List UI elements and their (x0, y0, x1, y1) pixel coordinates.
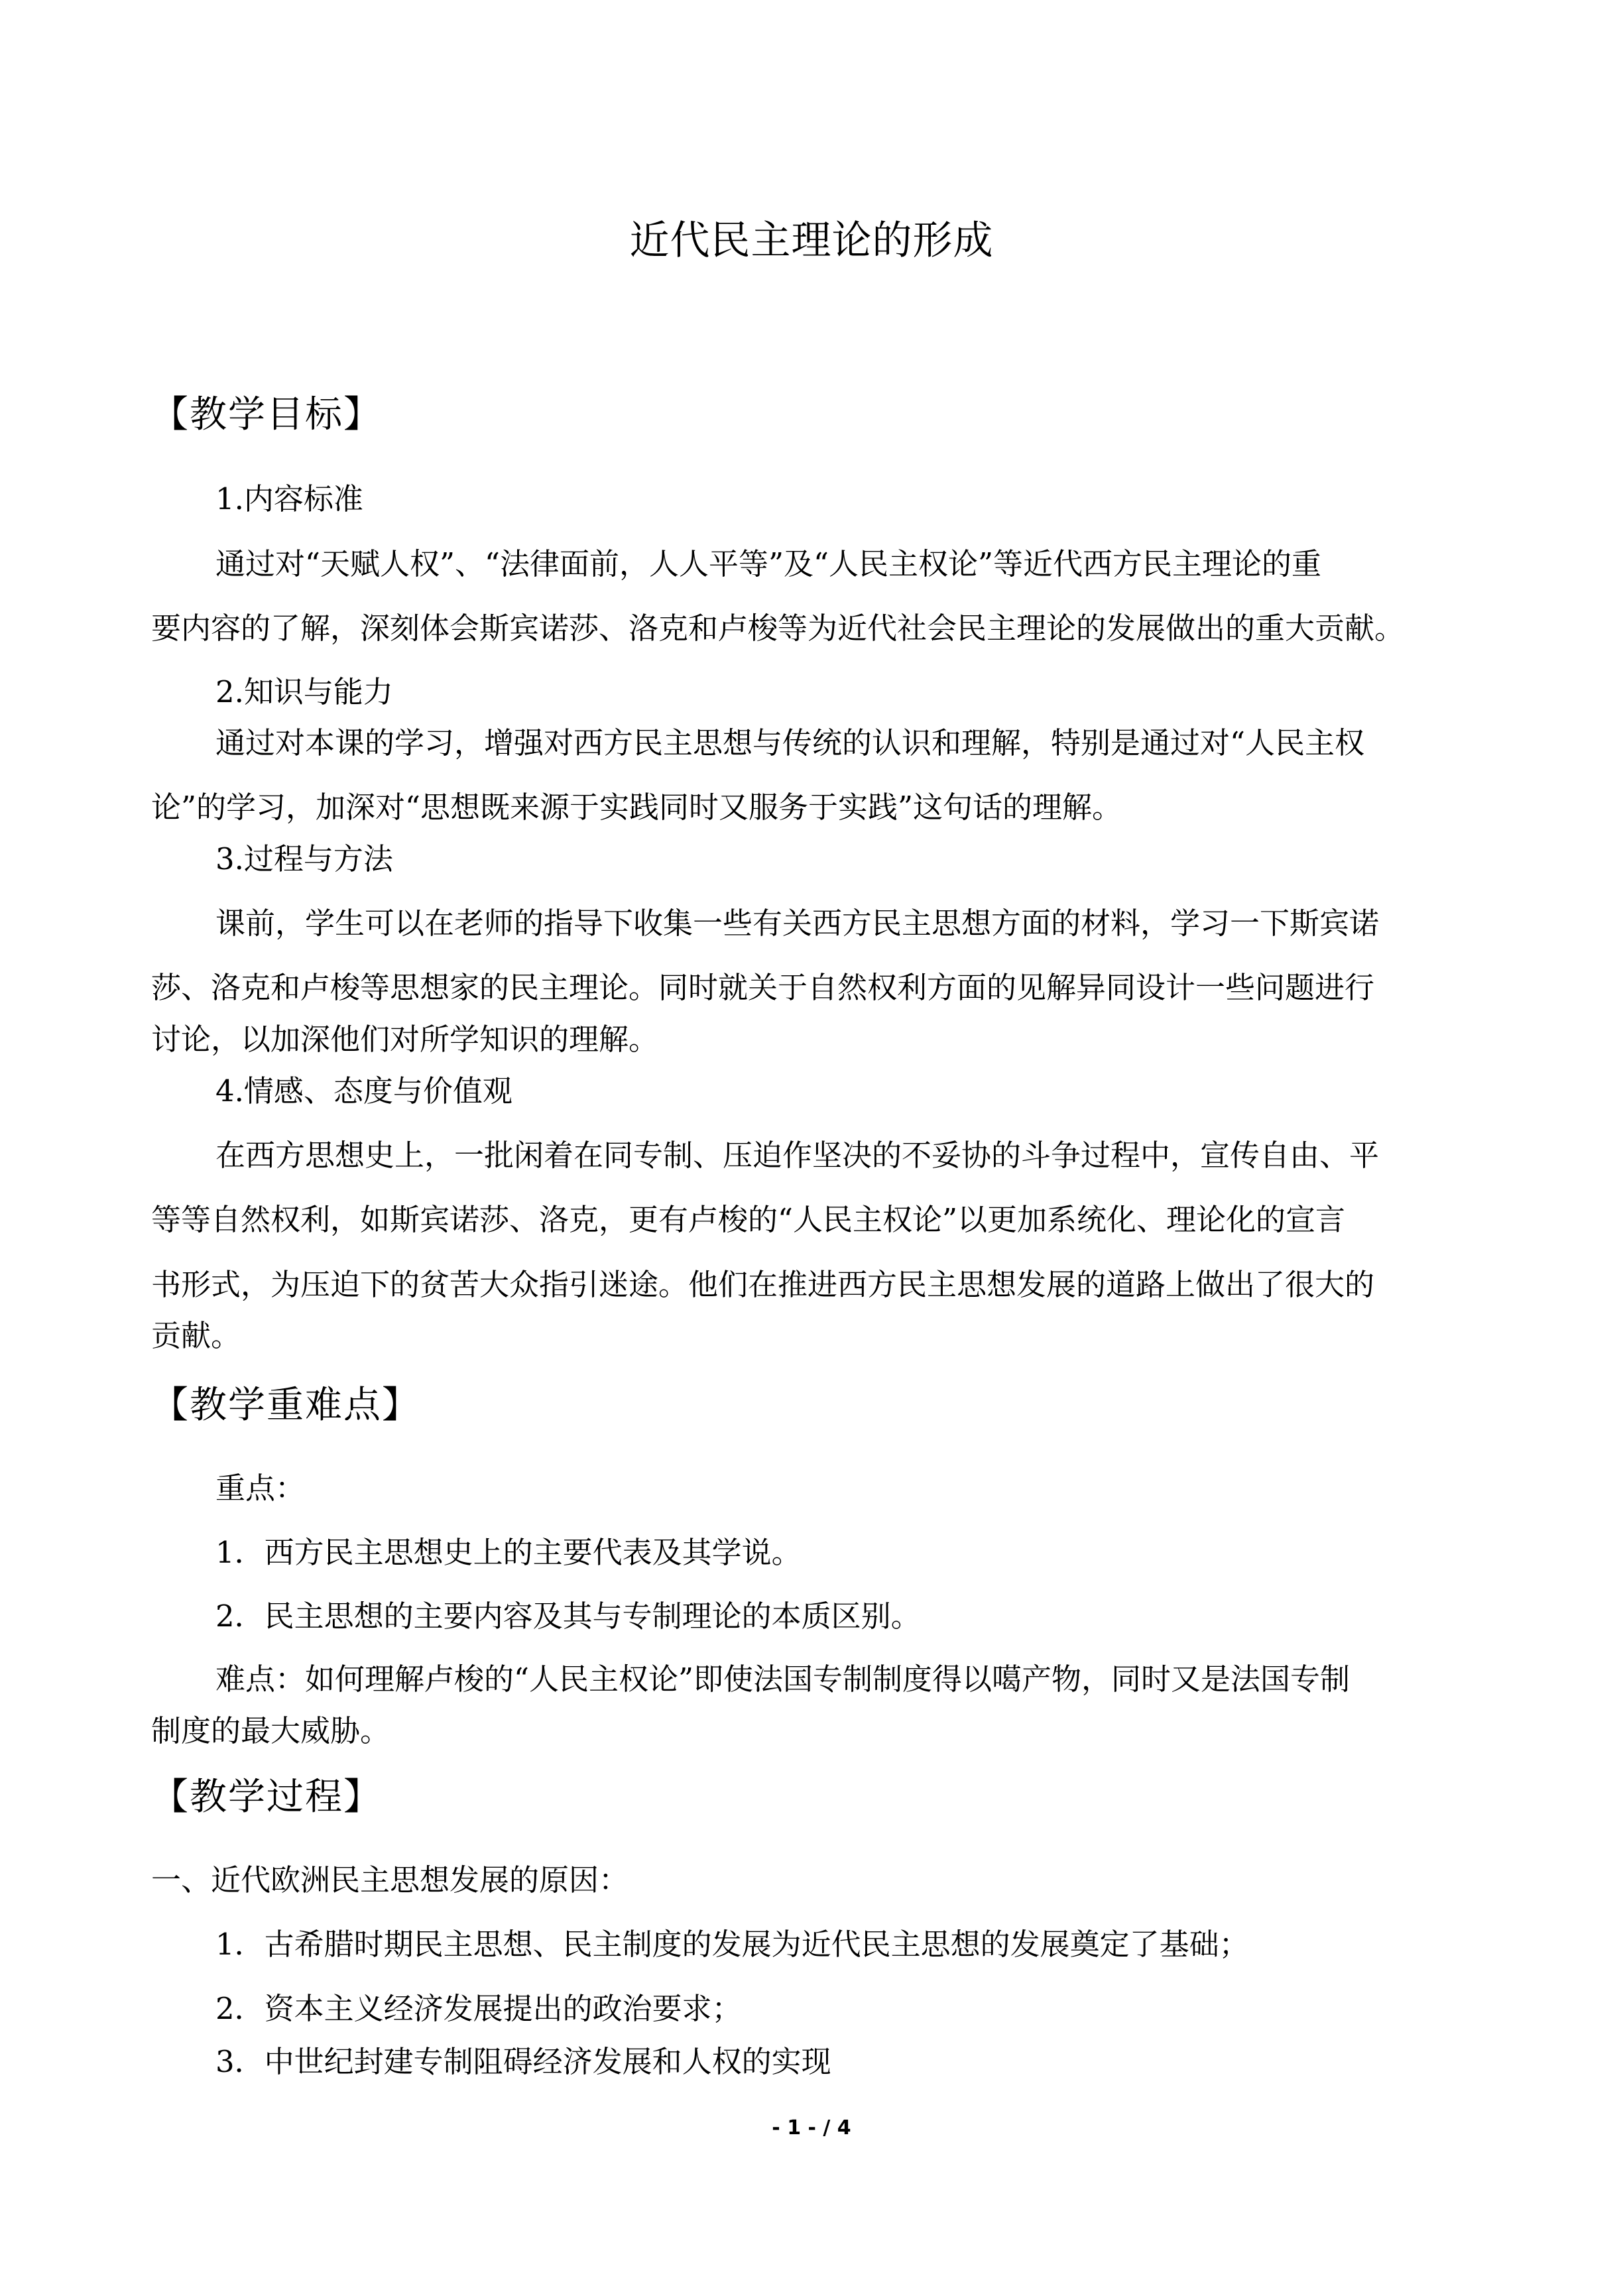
objectives-line: 课前，学生可以在老师的指导下收集一些有关西方民主思想方面的材料，学习一下斯宾诺 (215, 906, 1380, 941)
key-points-line: 1．西方民主思想史上的主要代表及其学说。 (215, 1535, 802, 1570)
process-line: 2．资本主义经济发展提出的政治要求； (215, 1991, 742, 2026)
objectives-line: 论”的学习，加深对“思想既来源于实践同时又服务于实践”这句话的理解。 (151, 790, 1122, 825)
objectives-line: 3.过程与方法 (215, 841, 393, 876)
section-heading-objectives: 【教学目标】 (151, 393, 382, 436)
section-heading-process: 【教学过程】 (151, 1776, 382, 1819)
page-number: - 1 - / 4 (772, 2116, 851, 2140)
section-heading-key-points: 【教学重难点】 (151, 1384, 420, 1427)
objectives-line: 贡献。 (151, 1318, 241, 1353)
objectives-line: 要内容的了解，深刻体会斯宾诺莎、洛克和卢梭等为近代社会民主理论的发展做出的重大贡献。 (151, 611, 1405, 646)
objectives-line: 莎、洛克和卢梭等思想家的民主理论。同时就关于自然权利方面的见解异同设计一些问题进行 (151, 970, 1375, 1005)
key-points-line: 重点： (215, 1471, 306, 1506)
document-title: 近代民主理论的形成 (629, 217, 994, 264)
process-line: 1．古希腊时期民主思想、民主制度的发展为近代民主思想的发展奠定了基础； (215, 1927, 1249, 1962)
key-points-line: 制度的最大威胁。 (151, 1713, 391, 1748)
objectives-line: 等等自然权利，如斯宾诺莎、洛克，更有卢梭的“人民主权论”以更加系统化、理论化的宣言 (151, 1202, 1346, 1237)
objectives-line: 2.知识与能力 (215, 674, 393, 709)
objectives-line: 1.内容标准 (215, 481, 363, 516)
objectives-line: 讨论，以加深他们对所学知识的理解。 (151, 1022, 659, 1057)
objectives-line: 4.情感、态度与价值观 (215, 1073, 512, 1109)
objectives-line: 书形式，为压迫下的贫苦大众指引迷途。他们在推进西方民主思想发展的道路上做出了很大的 (151, 1267, 1375, 1302)
key-points-line: 2．民主思想的主要内容及其与专制理论的本质区别。 (215, 1599, 921, 1634)
objectives-line: 在西方思想史上，一批闲着在同专制、压迫作坚决的不妥协的斗争过程中，宣传自由、平 (215, 1138, 1380, 1173)
process-line: 一、近代欧洲民主思想发展的原因： (151, 1862, 629, 1898)
objectives-line: 通过对“天赋人权”、“法律面前，人人平等”及“人民主权论”等近代西方民主理论的重 (215, 546, 1322, 581)
key-points-line: 难点：如何理解卢梭的“人民主权论”即使法国专制制度得以噶产物，同时又是法国专制 (215, 1662, 1351, 1697)
process-line: 3．中世纪封建专制阻碍经济发展和人权的实现 (215, 2044, 831, 2079)
objectives-line: 通过对本课的学习，增强对西方民主思想与传统的认识和理解，特别是通过对“人民主权 (215, 725, 1365, 760)
